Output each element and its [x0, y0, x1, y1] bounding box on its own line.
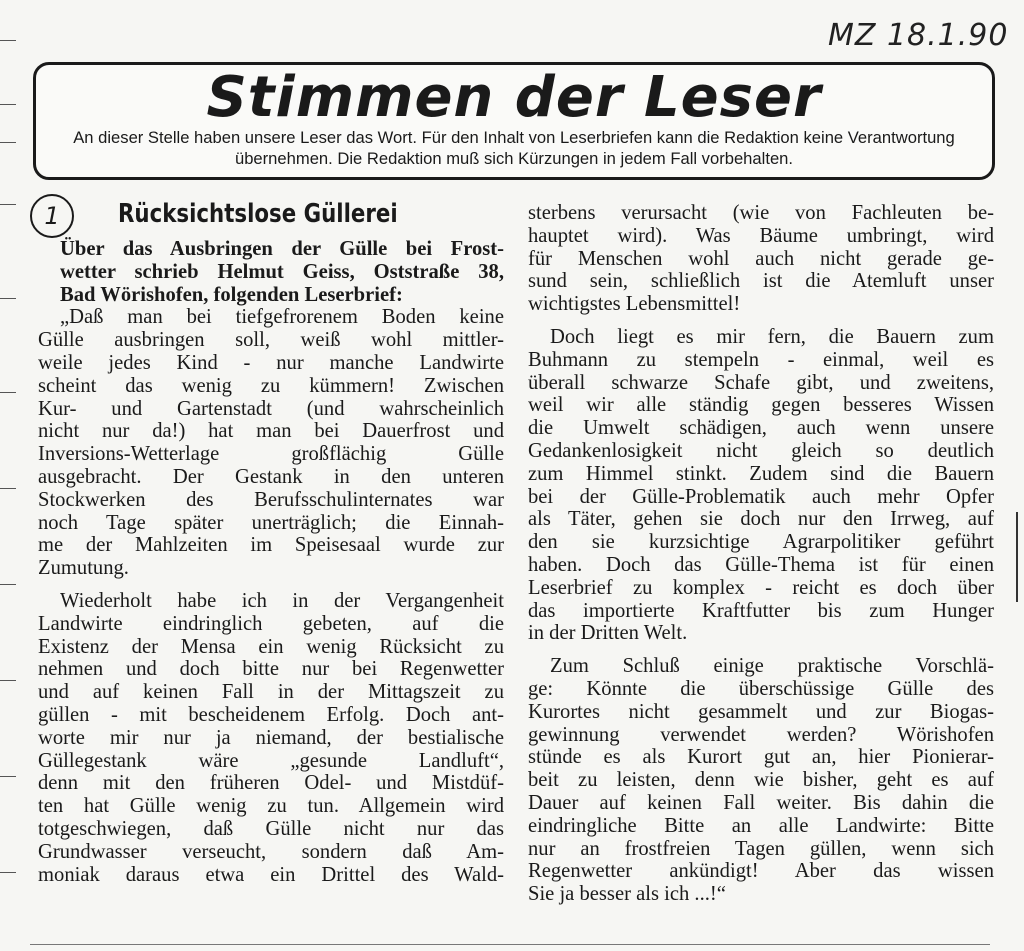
text-line: moniak daraus etwa ein Drittel des Wald-	[38, 863, 504, 886]
column-right	[528, 202, 994, 906]
margin-mark	[0, 776, 16, 777]
text-line: die Umwelt schädigen, auch wenn unsere	[528, 417, 994, 440]
intro-line: wetter schrieb Helmut Geiss, Oststraße 38,	[60, 260, 504, 283]
text-line: nehmen und doch bitte nur bei Regenwetter	[38, 658, 504, 681]
text-line: eindringliche Bitte an alle Landwirte: Bitte	[528, 814, 994, 837]
paragraph-4	[528, 326, 994, 645]
paragraph-gap	[38, 580, 504, 590]
paragraph-gap	[528, 645, 994, 655]
text-line: Doch liegt es mir fern, die Bauern zum	[550, 325, 994, 348]
text-line: Landwirte eindringlich gebeten, auf die	[38, 612, 504, 635]
text-line: zum Himmel stinkt. Zudem sind die Bauern	[528, 462, 994, 485]
text-line: und auf keinen Fall in der Mittagszeit zu	[38, 681, 504, 704]
text-line: weil wir alle ständig gegen besseres Wissen	[528, 394, 994, 417]
text-line: wichtigstes Lebensmittel!	[528, 293, 741, 316]
text-line: Zumutung.	[38, 557, 129, 580]
text-line: Existenz der Mensa ein wenig Rücksicht zu	[38, 635, 504, 658]
paragraph-3	[528, 202, 994, 316]
column-left	[38, 238, 504, 886]
margin-mark	[0, 584, 16, 585]
margin-mark	[0, 392, 16, 393]
margin-mark	[0, 488, 16, 489]
section-title: Stimmen der Leser	[206, 65, 822, 130]
text-line: Leserbrief zu komplex - reicht es doch über	[528, 576, 994, 599]
margin-mark	[0, 872, 16, 873]
article-number-circle: 1	[30, 194, 74, 238]
text-line: Gedankenlosigkeit nicht gleich so deutlich	[528, 439, 994, 462]
text-line: als Täter, gehen sie doch nur den Irrweg, auf	[528, 508, 994, 531]
paragraph-2	[38, 590, 504, 886]
text-line: ge: Könnte die überschüssige Gülle des	[528, 677, 994, 700]
article-intro	[38, 238, 504, 306]
margin-mark	[0, 298, 16, 299]
intro-line: Bad Wörishofen, folgenden Leserbrief:	[60, 283, 403, 306]
text-line: Buhmann zu stempeln - einmal, weil es	[528, 348, 994, 371]
text-line: weile jedes Kind - nur manche Landwirte	[38, 351, 504, 374]
text-line: Kurortes nicht gesammelt und zur Biogas-	[528, 700, 994, 723]
text-line: den sie kurzsichtige Agrarpolitiker geführt	[528, 531, 994, 554]
text-line: Stockwerken des Berufsschulinternates war	[38, 488, 504, 511]
text-line: stünde es als Kurort gut an, hier Pionierar-	[528, 746, 994, 769]
text-line: Regenwetter ankündigt! Aber das wissen	[528, 860, 994, 883]
text-line: sund sein, schließlich ist die Atemluft unser	[528, 270, 994, 293]
text-line: güllen - mit bescheidenem Erfolg. Doch ant-	[38, 703, 504, 726]
text-line: nicht nur da!) hat man bei Dauerfrost und	[38, 420, 504, 443]
bottom-rule	[30, 944, 990, 945]
text-line: ausgebracht. Der Gestank in den unteren	[38, 465, 504, 488]
text-line: Zum Schluß einige praktische Vorschlä-	[550, 655, 994, 678]
text-line: nur an frostfreien Tagen güllen, wenn sich	[528, 837, 994, 860]
section-disclaimer: An dieser Stelle haben unsere Leser das Wort. Für den Inhalt von Leserbriefen kann die Redaktion keine Verantwortung übernehmen. Die Redaktion muß sich Kürzungen in jedem Fall vorbehalten.	[73, 128, 955, 168]
margin-mark	[0, 142, 16, 143]
section-banner	[33, 62, 995, 180]
handwritten-date-note: MZ 18.1.90	[828, 18, 1009, 53]
text-line: Güllegestank wäre „gesunde Landluft“,	[38, 749, 504, 772]
margin-bracket	[1016, 512, 1018, 602]
text-line: bei der Gülle-Problematik auch mehr Opfer	[528, 485, 994, 508]
margin-mark	[0, 104, 16, 105]
paragraph-gap	[528, 316, 994, 326]
margin-mark	[0, 204, 16, 205]
text-line: Wiederholt habe ich in der Vergangenheit	[60, 589, 504, 612]
text-line: noch Tage später unerträglich; die Einnah-	[38, 511, 504, 534]
article-headline: Rücksichtslose Güllerei	[118, 199, 398, 229]
text-line: beit zu leisten, denn wie bisher, geht es auf	[528, 769, 994, 792]
text-line: scheint das wenig zu kümmern! Zwischen	[38, 374, 504, 397]
text-line: sterbens verursacht (wie von Fachleuten be-	[528, 202, 994, 224]
margin-mark	[0, 40, 16, 41]
text-line: „Daß man bei tiefgefrorenem Boden keine	[60, 306, 504, 329]
intro-line: Über das Ausbringen der Gülle bei Frost-	[60, 238, 504, 260]
text-line: Gülle ausbringen soll, weiß wohl mittler-	[38, 329, 504, 352]
text-line: Sie ja besser als ich ...!“	[528, 883, 726, 906]
text-line: das importierte Kraftfutter bis zum Hunger	[528, 599, 994, 622]
text-line: Kur- und Gartenstadt (und wahrscheinlich	[38, 397, 504, 420]
text-line: überall schwarze Schafe gibt, und zweitens,	[528, 371, 994, 394]
paragraph-5	[528, 655, 994, 906]
text-line: hauptet wird). Was Bäume umbringt, wird	[528, 224, 994, 247]
text-line: gewinnung verwendet werden? Wörishofen	[528, 723, 994, 746]
text-line: für Menschen wohl auch nicht gerade ge-	[528, 247, 994, 270]
text-line: Inversions-Wetterlage großflächig Gülle	[38, 443, 504, 466]
text-line: totgeschwiegen, daß Gülle nicht nur das	[38, 817, 504, 840]
text-line: worte mir nur ja niemand, der bestialische	[38, 726, 504, 749]
text-line: in der Dritten Welt.	[528, 622, 688, 645]
text-line: me der Mahlzeiten im Speisesaal wurde zur	[38, 534, 504, 557]
text-line: denn mit den früheren Odel- und Mistdüf-	[38, 772, 504, 795]
paragraph-1	[38, 306, 504, 329]
text-line: haben. Doch das Gülle-Thema ist für einen	[528, 553, 994, 576]
text-line: Dauer auf keinen Fall weiter. Bis dahin die	[528, 791, 994, 814]
text-line: Grundwasser verseucht, sondern daß Am-	[38, 840, 504, 863]
margin-mark	[0, 680, 16, 681]
paragraph-1-cont	[38, 329, 504, 580]
text-line: ten hat Gülle wenig zu tun. Allgemein wird	[38, 795, 504, 818]
